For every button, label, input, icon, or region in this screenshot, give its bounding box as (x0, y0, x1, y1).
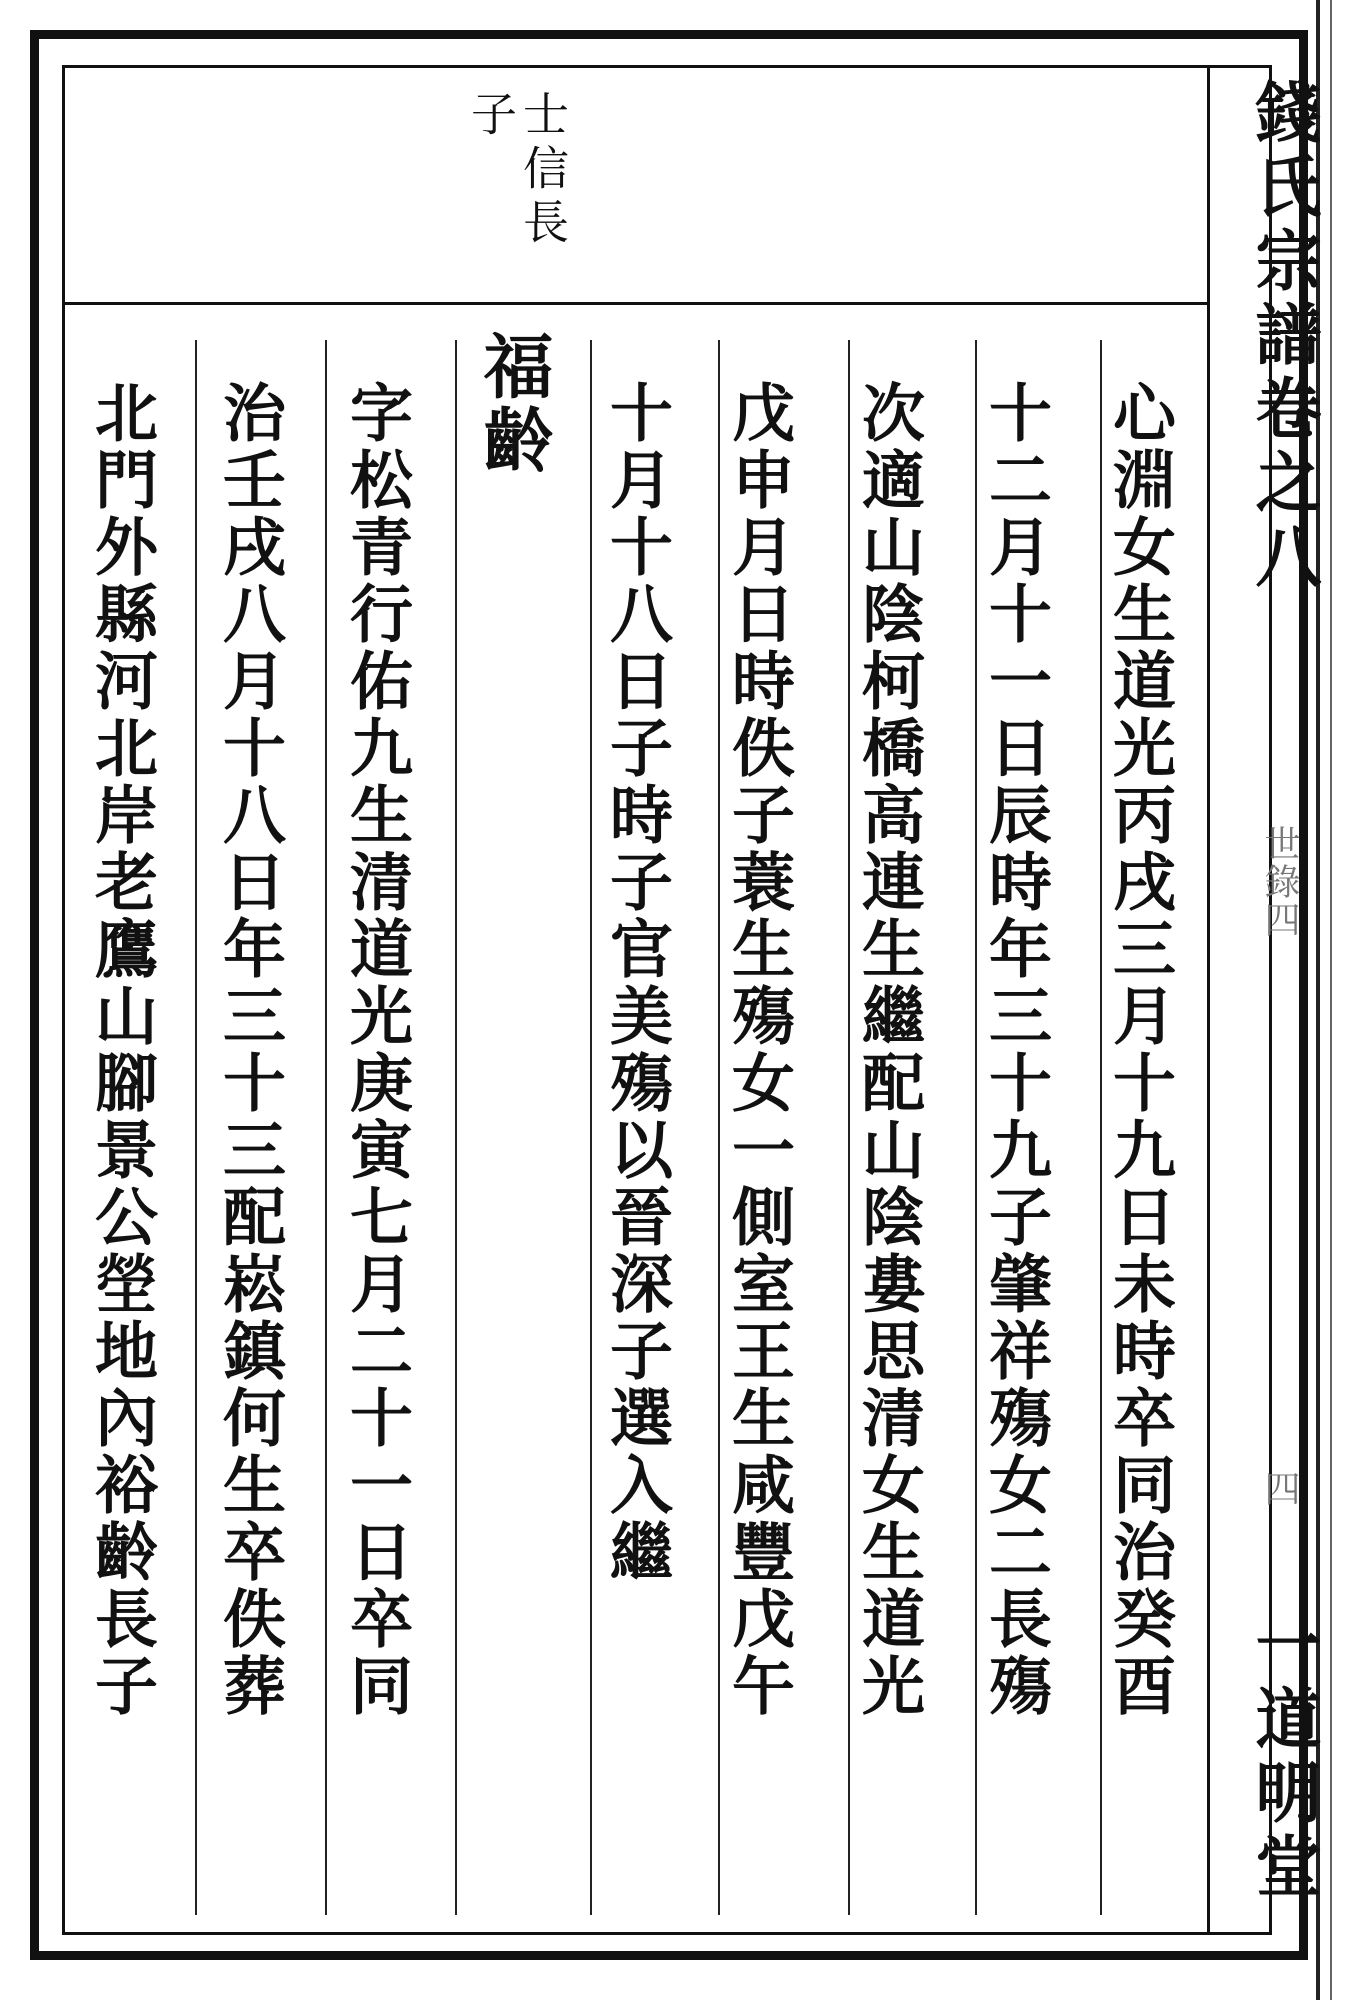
person-name-heading: 福齡 (472, 330, 555, 478)
hall-name: 一道明堂 (1244, 1610, 1322, 1906)
upper-register-divider (62, 302, 1207, 305)
column-rule (1100, 340, 1102, 1915)
column-rule (325, 340, 327, 1915)
column-rule (195, 340, 197, 1915)
text-column: 北門外縣河北岸老鷹山腳景公塋地內裕齡長子 (85, 380, 159, 1720)
margin-column-divider (1207, 65, 1210, 1935)
text-column: 治壬戌八月十八日年三十三配崧鎮何生卒佚葬 (213, 380, 287, 1720)
upper-entry-child: 子 (464, 90, 518, 144)
column-rule (848, 340, 850, 1915)
text-column: 次適山陰柯橋高連生繼配山陰婁思清女生道光 (852, 380, 926, 1720)
text-column: 十二月十一日辰時年三十九子肇祥殤女二長殤 (979, 380, 1053, 1720)
text-column: 字松青行佑九生清道光庚寅七月二十一日卒同 (340, 380, 414, 1720)
column-rule (718, 340, 720, 1915)
upper-entry: 士信長 (516, 90, 570, 252)
text-column: 十月十八日子時子官美殤以晉深子選入繼 (600, 380, 674, 1586)
column-rule (455, 340, 457, 1915)
page-number: 四 (1259, 1470, 1300, 1508)
book-title: 錢氏宗譜卷之八 (1244, 78, 1322, 596)
section-label: 世錄四 (1259, 825, 1300, 939)
column-rule (590, 340, 592, 1915)
text-column: 戊申月日時佚子蓑生殤女一側室王生咸豐戊午 (722, 380, 796, 1720)
text-column: 心淵女生道光丙戌三月十九日未時卒同治癸酉 (1103, 380, 1177, 1720)
column-rule (975, 340, 977, 1915)
